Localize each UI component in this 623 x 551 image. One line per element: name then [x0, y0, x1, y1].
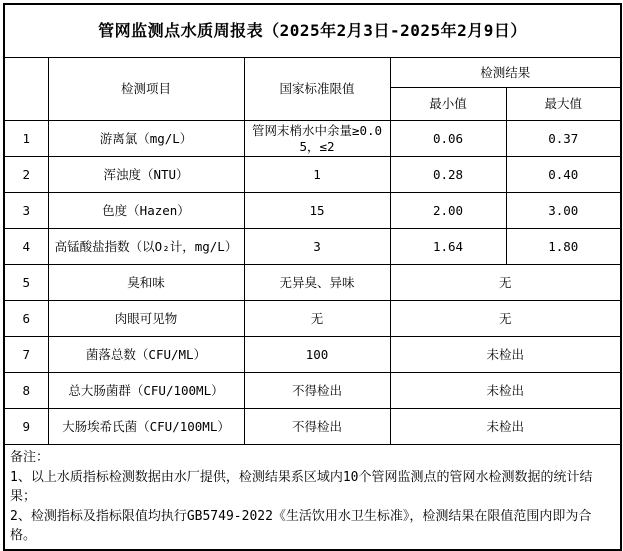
result-cell: 无 [390, 301, 621, 337]
standard-cell: 3 [244, 229, 390, 265]
row-index: 1 [4, 121, 48, 157]
item-cell: 游离氯（mg/L） [48, 121, 244, 157]
note-line-2: 2、检测指标及指标限值均执行GB5749-2022《生活饮用水卫生标准》，检测结果在限值范围内即为合格。 [10, 508, 592, 543]
item-cell: 色度（Hazen） [48, 193, 244, 229]
notes-cell [4, 445, 621, 550]
result-cell: 未检出 [390, 409, 621, 445]
header-standard: 国家标准限值 [244, 58, 390, 121]
max-cell: 0.37 [506, 121, 621, 157]
water-quality-table [3, 3, 622, 551]
row-index: 9 [4, 409, 48, 445]
row-index: 4 [4, 229, 48, 265]
item-cell: 臭和味 [48, 265, 244, 301]
header-max: 最大值 [506, 88, 621, 121]
max-cell: 1.80 [506, 229, 621, 265]
min-cell: 0.28 [390, 157, 506, 193]
standard-cell: 15 [244, 193, 390, 229]
row-index: 6 [4, 301, 48, 337]
header-item: 检测项目 [48, 58, 244, 121]
result-cell: 无 [390, 265, 621, 301]
item-cell: 高锰酸盐指数（以O₂计，mg/L） [48, 229, 244, 265]
item-cell: 肉眼可见物 [48, 301, 244, 337]
table-row [4, 157, 621, 193]
standard-cell: 1 [244, 157, 390, 193]
row-index: 5 [4, 265, 48, 301]
row-index: 3 [4, 193, 48, 229]
table-row [4, 409, 621, 445]
standard-cell: 无异臭、异味 [244, 265, 390, 301]
note-line-1: 1、以上水质指标检测数据由水厂提供，检测结果系区域内10个管网监测点的管网水检测数据的统计结果； [10, 469, 593, 504]
row-index: 7 [4, 337, 48, 373]
header-min: 最小值 [390, 88, 506, 121]
standard-cell: 管网末梢水中余量≥0.05，≤2 [244, 121, 390, 157]
result-cell: 未检出 [390, 373, 621, 409]
title-row [4, 4, 621, 58]
header-result-group: 检测结果 [390, 58, 621, 88]
item-cell: 浑浊度（NTU） [48, 157, 244, 193]
header-index [4, 58, 48, 121]
notes-label: 备注： [10, 450, 50, 465]
item-cell: 大肠埃希氏菌（CFU/100ML） [48, 409, 244, 445]
max-cell: 0.40 [506, 157, 621, 193]
page-title: 管网监测点水质周报表（2025年2月3日-2025年2月9日） [4, 4, 621, 58]
table-row [4, 337, 621, 373]
row-index: 8 [4, 373, 48, 409]
row-index: 2 [4, 157, 48, 193]
standard-cell: 无 [244, 301, 390, 337]
standard-cell: 不得检出 [244, 409, 390, 445]
item-cell: 菌落总数（CFU/ML） [48, 337, 244, 373]
item-cell: 总大肠菌群（CFU/100ML） [48, 373, 244, 409]
max-cell: 3.00 [506, 193, 621, 229]
min-cell: 1.64 [390, 229, 506, 265]
min-cell: 2.00 [390, 193, 506, 229]
table-row [4, 301, 621, 337]
table-row [4, 193, 621, 229]
min-cell: 0.06 [390, 121, 506, 157]
standard-cell: 100 [244, 337, 390, 373]
result-cell: 未检出 [390, 337, 621, 373]
table-row [4, 373, 621, 409]
table-row [4, 229, 621, 265]
table-row [4, 265, 621, 301]
header-row-main [4, 58, 621, 88]
notes-row [4, 445, 621, 550]
standard-cell: 不得检出 [244, 373, 390, 409]
table-row [4, 121, 621, 157]
